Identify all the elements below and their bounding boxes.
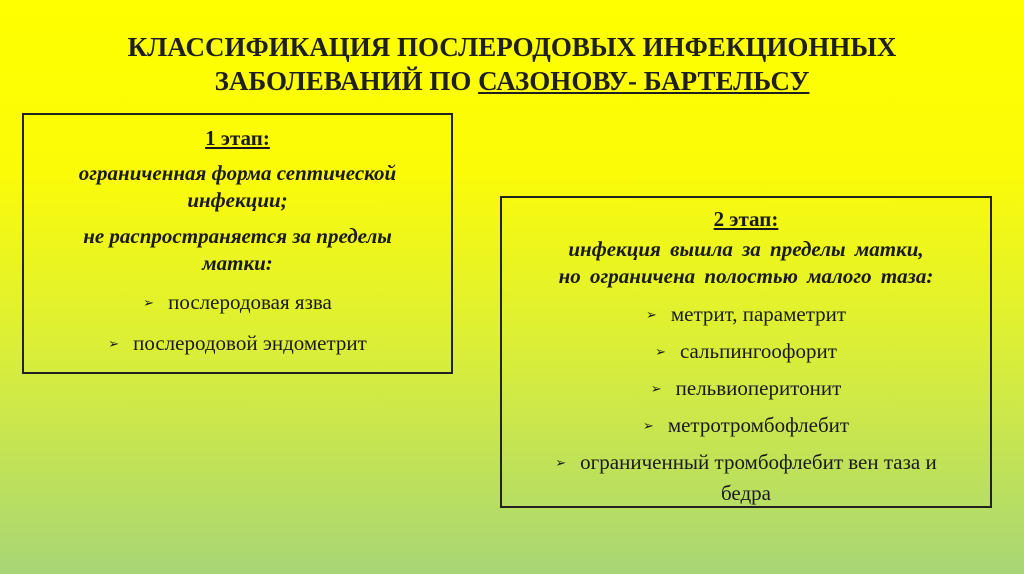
stage-2-description-line-2: но ограничена полостью малого таза: <box>558 264 934 288</box>
stage-1-description-1-line-2: инфекции; <box>187 188 288 212</box>
list-item-label: метротромбофлебит <box>667 413 850 437</box>
bullet-arrow-icon: ➢ <box>108 336 120 351</box>
title-line-1: КЛАССИФИКАЦИЯ ПОСЛЕРОДОВЫХ ИНФЕКЦИОННЫХ <box>127 32 897 62</box>
stage-1-description-2 <box>24 223 451 277</box>
list-item-line-2: бедра <box>721 481 771 505</box>
list-item-label: метрит, параметрит <box>670 302 847 326</box>
list-item <box>24 288 451 319</box>
stage-2-description <box>502 236 990 290</box>
bullet-arrow-icon: ➢ <box>645 307 657 322</box>
stage-1-description-2-line-2: матки: <box>202 251 273 275</box>
list-item <box>502 411 990 442</box>
list-item-label: сальпингоофорит <box>679 339 837 363</box>
bullet-arrow-icon: ➢ <box>650 381 662 396</box>
stage-1-description-2-line-1: не распространяется за пределы <box>83 224 392 248</box>
list-item-label: послеродовой эндометрит <box>133 331 367 355</box>
stage-1-box <box>22 113 453 374</box>
stage-1-heading: 1 этап: <box>205 126 270 150</box>
title-author-names: САЗОНОВУ- БАРТЕЛЬСУ <box>478 66 810 96</box>
list-item <box>502 337 990 368</box>
list-item-label: ограниченный тромбофлебит вен таза и <box>580 450 937 474</box>
list-item <box>502 448 990 507</box>
bullet-arrow-icon: ➢ <box>143 295 155 310</box>
stage-1-description-1-line-1: ограниченная форма септической <box>78 161 397 185</box>
page-title <box>0 30 1024 98</box>
stage-2-list <box>502 300 990 507</box>
title-line-2-prefix: ЗАБОЛЕВАНИЙ ПО <box>214 66 479 96</box>
title-line-2 <box>0 64 1024 98</box>
list-item <box>24 329 451 360</box>
list-item-label: пельвиоперитонит <box>675 376 842 400</box>
list-item-line-1 <box>502 448 990 479</box>
stage-2-box <box>500 196 992 508</box>
list-item-label: послеродовая язва <box>168 290 332 314</box>
list-item <box>502 374 990 405</box>
bullet-arrow-icon: ➢ <box>642 418 654 433</box>
stage-2-description-line-1: инфекция вышла за пределы матки, <box>568 237 924 261</box>
stage-2-heading: 2 этап: <box>713 207 779 231</box>
list-item <box>502 300 990 331</box>
bullet-arrow-icon: ➢ <box>655 344 666 359</box>
bullet-arrow-icon: ➢ <box>555 455 567 470</box>
stage-1-list <box>24 288 451 360</box>
stage-1-description-1 <box>24 160 451 214</box>
